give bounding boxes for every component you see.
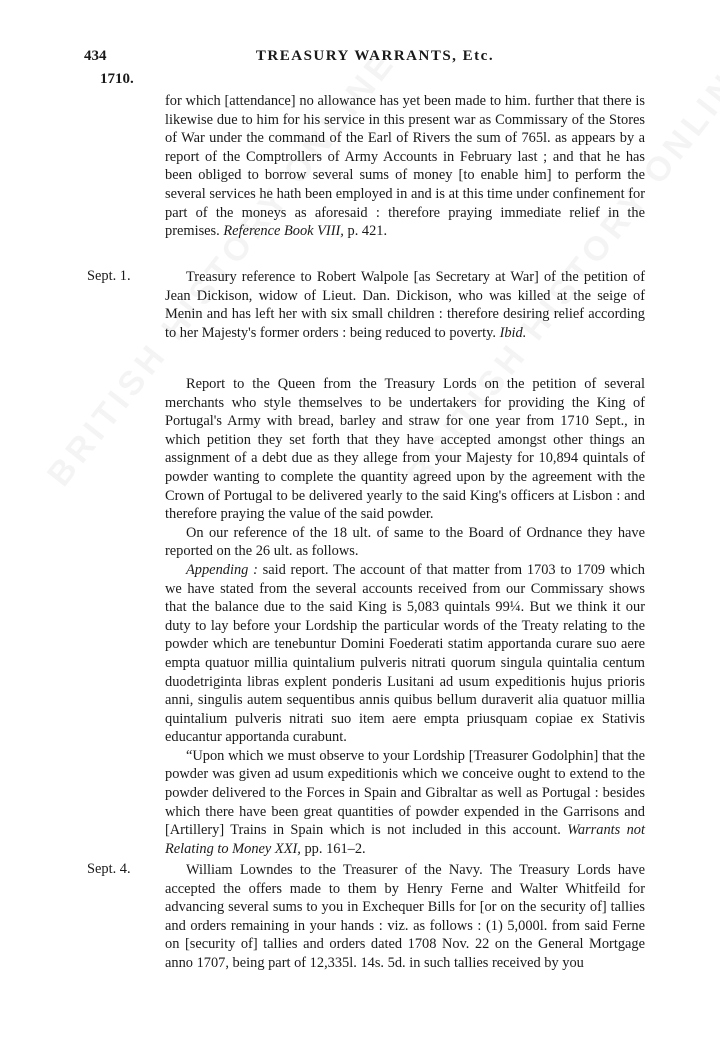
entry-text: Report to the Queen from the Treasury Lords on the petition of several merchants who style themselves to be undertakers for providing the King of Portugal's Army with bread, barley and straw for one year from 1710 Sept., in which petition they set forth that they have accepted amongst other things an assignment of a debt due as they allege from your Majesty for 10,894 quintals of powder wanting to complete the quantity agreed upon by the agreement with the Crown of Portugal to be delivered yearly to the said King's officers at Lisbon : and therefore praying the value of the said powder.	[165, 376, 645, 523]
paragraph-text: for which [attendance] no allowance has yet been made to him. further that there is likewise due to him for his service in this present war as Commissary of the Stores of War under the command of the Earl of Rivers the sum of 765l. as appears by a report of the Comptrollers of Army Accounts in February last ; and that he has been obliged to borrow several sums of money [to enable him] to perform the several services he hath been employed in and is at this time under confinement for part of the moneys as aforesaid : therefore praying immediate relief in the premises.	[165, 93, 645, 240]
entry-sept-1	[165, 268, 645, 342]
entry-text: Treasury reference to Robert Walpole [as Secretary at War] of the petition of Jean Dickison, widow of Lieut. Dan. Dickison, who was killed at the seige of Menin and has left her with six small children : therefore desiring relief according to her Majesty's former orders : being reduced to poverty.	[165, 269, 645, 341]
page-number: 434	[84, 48, 107, 64]
appending-label: Appending :	[186, 561, 258, 578]
running-head: TREASURY WARRANTS, Etc.	[255, 48, 495, 64]
source-page: pp. 161–2.	[304, 840, 366, 857]
continuation-paragraph	[165, 92, 645, 241]
paragraph	[165, 524, 645, 561]
paragraph	[165, 747, 645, 859]
paragraph	[165, 561, 645, 747]
entry-sept-4	[165, 861, 645, 973]
entry-text: William Lowndes to the Treasurer of the Navy. The Treasury Lords have accepted the offers made to them by Henry Ferne and Walter Whitfeild for advancing several sums to you in Exchequer Bills for [or on the security of] tallies and orders remaining in your hands : viz. as follows : (1) 5,000l. from said Ferne on [security of] tallies and orders dated 1708 Nov. 22 on the General Mortgage anno 1707, being part of 12,335l. 14s. 5d. in such tallies received by you	[165, 862, 645, 971]
source-page: p. 421.	[347, 223, 388, 240]
entry-text: said report. The account of that matter from 1703 to 1709 which we have stated from the several accounts received from our Commissary shows that the balance due to the said King is 5,083 quintals 99¼. But we think it our duty to lay before your Lordship the particular words of the Treaty relating to the powder which are tenebuntur Domini Foederati statim apportanda curare suo aere empta quatuor millia quintalium pulveris nitrati quorum singula quintalia centum duodetriginta libras explent ponderis Lusitani ad usum expeditionis hujus prioris anni, singulis autem sequentibus annis quibus bellum duraverit alia quatuor millia quintalium pulveris nitrati suo item aere empta priusquam copiae ex Stativis educantur apportanda curabunt.	[165, 561, 645, 746]
source-reference: Ibid.	[499, 324, 527, 341]
source-reference: Warrants not Relating to Money XXI,	[165, 822, 645, 857]
entry-report-to-queen	[165, 375, 645, 858]
entry-text: On our reference of the 18 ult. of same to the Board of Ordnance they have reported on the 26 ult. as follows.	[165, 524, 645, 560]
entry-date: Sept. 4.	[87, 861, 131, 877]
paragraph	[165, 375, 645, 524]
entry-text: “Upon which we must observe to your Lordship [Treasurer Godolphin] that the powder was given ad usum expeditionis which we conceive ought to extend to the powder delivered to the Forces in Spain and Gibraltar as well as Portugal : besides which there have been great quantities of powder expended in the Garrisons and [Artillery] Trains in Spain which is not included in this account.	[165, 747, 645, 839]
entry-date: Sept. 1.	[87, 268, 131, 284]
source-reference: Reference Book VIII,	[223, 223, 344, 240]
year-marker: 1710.	[100, 71, 134, 87]
